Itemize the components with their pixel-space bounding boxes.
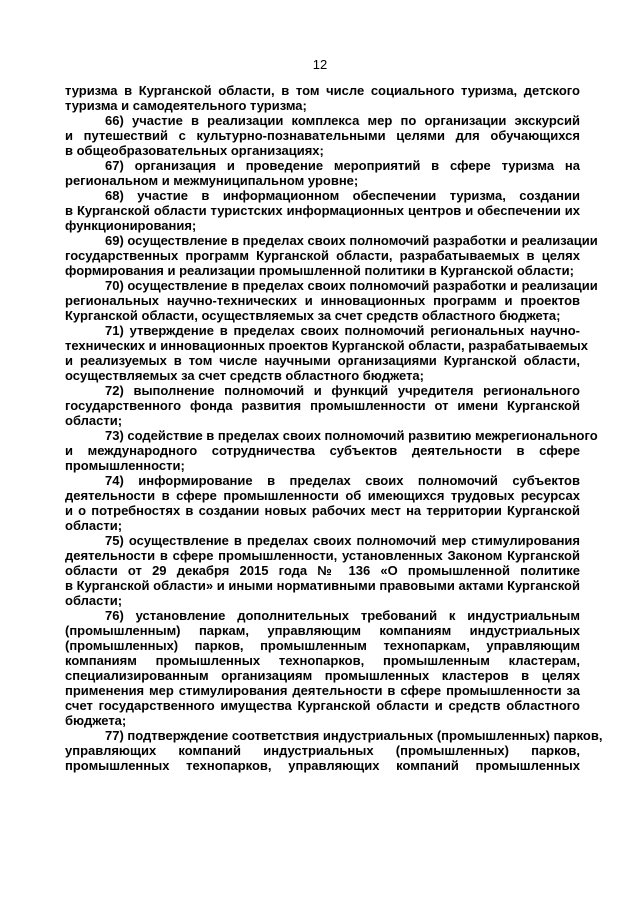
text-line: 67) организация и проведение мероприятий в сфере туризма на [105,158,580,173]
text-line: промышленности; [65,458,185,473]
text-line: в Курганской области туристских информационных центров и обеспечении их [65,203,580,218]
text-line: 69) осуществление в пределах своих полномочий разработки и реализации [105,233,598,248]
text-line: формирования и реализации промышленной политики в Курганской области; [65,263,574,278]
text-line: счет государственного имущества Курганской области и средств областного [65,698,580,713]
text-line: региональных научно-технических и инновационных программ и проектов [65,293,580,308]
text-line: промышленных технопарков, управляющих компаний промышленных [65,758,580,773]
text-line: и путешествий с культурно-познавательными целями для обучающихся [65,128,580,143]
text-line: туризма в Курганской области, в том числе социального туризма, детского [65,83,580,98]
text-line: 77) подтверждение соответствия индустриальных (промышленных) парков, [105,728,603,743]
text-line: и международного сотрудничества субъектов деятельности в сфере [65,443,580,458]
text-line: и о потребностях в создании новых рабочих мест на территории Курганской [65,503,580,518]
text-line: области; [65,518,123,533]
text-line: применения мер стимулирования деятельности в сфере промышленности за [65,683,580,698]
text-line: 74) информирование в пределах своих полномочий субъектов [105,473,580,488]
text-line: управляющих компаний индустриальных (промышленных) парков, [65,743,580,758]
text-line: области; [65,413,123,428]
text-line: и реализуемых в том числе научными организациями Курганской области, [65,353,580,368]
text-line: 73) содействие в пределах своих полномочий развитию межрегионального [105,428,598,443]
text-line: (промышленных) парков, промышленным технопаркам, управляющим [65,638,580,653]
text-line: региональном и межмуниципальном уровне; [65,173,359,188]
text-line: осуществляемых за счет средств областного бюджета; [65,368,424,383]
text-line: 72) выполнение полномочий и функций учредителя регионального [105,383,580,398]
text-line: бюджета; [65,713,127,728]
text-line: (промышленным) паркам, управляющим компаниям индустриальных [65,623,580,638]
text-line: 76) установление дополнительных требований к индустриальным [105,608,580,623]
text-line: 70) осуществление в пределах своих полномочий разработки и реализации [105,278,598,293]
text-line: специализированным организациям промышленных кластеров в целях [65,668,580,683]
text-line: в общеобразовательных организациях; [65,143,324,158]
text-line: государственных программ Курганской области, разрабатываемых в целях [65,248,580,263]
text-line: области; [65,593,123,608]
text-line: туризма и самодеятельного туризма; [65,98,307,113]
text-line: деятельности в сфере промышленности, установленных Законом Курганской [65,548,580,563]
text-line: 75) осуществление в пределах своих полномочий мер стимулирования [105,533,580,548]
text-line: 68) участие в информационном обеспечении туризма, создании [105,188,580,203]
text-line: в Курганской области» и иными нормативными правовыми актами Курганской [65,578,580,593]
page-number: 12 [312,57,328,72]
text-line: деятельности в сфере промышленности об имеющихся трудовых ресурсах [65,488,580,503]
text-line: 66) участие в реализации комплекса мер по организации экскурсий [105,113,580,128]
text-line: 71) утверждение в пределах своих полномочий региональных научно- [105,323,580,338]
text-line: компаниям промышленных технопарков, промышленным кластерам, [65,653,580,668]
document-body [65,83,603,773]
text-line: государственного фонда развития промышленности от имени Курганской [65,398,580,413]
text-line: Курганской области, осуществляемых за счет средств областного бюджета; [65,308,561,323]
text-line: функционирования; [65,218,197,233]
text-line: области от 29 декабря 2015 года № 136 «О промышленной политике [65,563,580,578]
text-line: технических и инновационных проектов Курганской области, разрабатываемых [65,338,588,353]
